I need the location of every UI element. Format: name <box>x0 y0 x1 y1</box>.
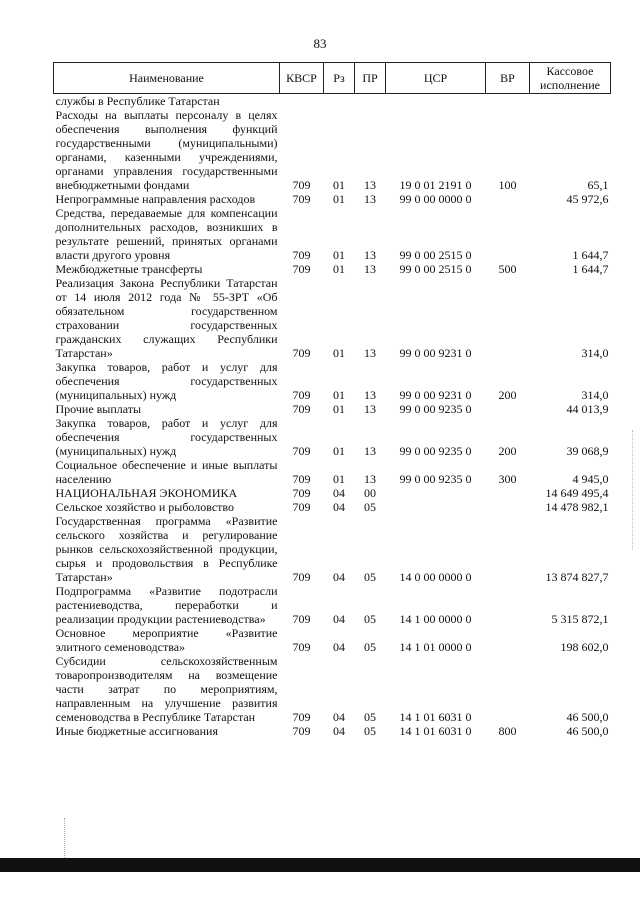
cell-pr: 13 <box>364 444 376 458</box>
cell-vr: 200 <box>498 444 517 458</box>
cell-rz <box>324 94 355 109</box>
cell-pr: 05 <box>364 710 376 724</box>
cell-csr: 99 0 00 9235 0 <box>399 402 472 416</box>
cell-kvsr: 709 <box>292 178 311 192</box>
cell-kvsr: 709 <box>292 724 311 738</box>
cell-rz: 01 <box>333 248 345 262</box>
cell-name: Иные бюджетные ассигнования <box>55 724 218 738</box>
cell-kvsr: 709 <box>292 346 311 360</box>
cell-csr <box>386 94 486 109</box>
cell-name: Закупка товаров, работ и услуг для обеспечения государственных (муниципальных) нужд <box>55 416 278 458</box>
cell-vr: 200 <box>498 388 517 402</box>
table-row <box>54 654 611 724</box>
table-row <box>54 724 611 738</box>
cell-kvsr: 709 <box>292 612 311 626</box>
cell-amount: 13 874 827,7 <box>545 570 609 584</box>
cell-vr <box>486 94 530 109</box>
cell-rz: 04 <box>333 640 345 654</box>
cell-vr <box>486 402 530 416</box>
table-row <box>54 514 611 584</box>
cell-amount: 46 500,0 <box>566 724 609 738</box>
cell-name: службы в Республике Татарстан <box>55 94 220 108</box>
scan-edge-noise <box>632 430 635 550</box>
header-execution: Кассовое исполнение <box>530 63 611 94</box>
cell-csr: 14 1 00 0000 0 <box>399 612 472 626</box>
cell-amount: 65,1 <box>587 178 609 192</box>
cell-amount: 46 500,0 <box>566 710 609 724</box>
cell-kvsr: 709 <box>292 262 311 276</box>
cell-amount: 198 602,0 <box>560 640 609 654</box>
cell-vr: 100 <box>498 178 517 192</box>
cell-kvsr: 709 <box>292 248 311 262</box>
cell-vr <box>486 192 530 206</box>
header-vr: ВР <box>486 63 530 94</box>
cell-pr: 13 <box>364 402 376 416</box>
cell-amount: 1 644,7 <box>572 262 609 276</box>
cell-csr: 14 1 01 6031 0 <box>399 710 472 724</box>
cell-pr: 05 <box>364 570 376 584</box>
cell-name: Прочие выплаты <box>55 402 142 416</box>
cell-name: Реализация Закона Республики Татарстан от 14 июля 2012 года № 55-ЗРТ «Об обязательном государственном страховании государственных гражданских служащих Республики Татарстан» <box>55 276 278 360</box>
table-body <box>54 94 611 739</box>
cell-amount: 14 478 982,1 <box>545 500 609 514</box>
table-row <box>54 486 611 500</box>
cell-kvsr: 709 <box>292 710 311 724</box>
cell-vr: 800 <box>498 724 517 738</box>
cell-name: Социальное обеспечение и иные выплаты населению <box>55 458 278 486</box>
header-pr: ПР <box>355 63 386 94</box>
header-name: Наименование <box>54 63 280 94</box>
table-row <box>54 108 611 192</box>
cell-rz: 01 <box>333 472 345 486</box>
cell-kvsr <box>280 94 324 109</box>
cell-amount: 314,0 <box>581 388 609 402</box>
cell-rz: 04 <box>333 570 345 584</box>
cell-pr: 13 <box>364 472 376 486</box>
cell-amount <box>530 94 611 109</box>
cell-kvsr: 709 <box>292 192 311 206</box>
cell-rz: 01 <box>333 444 345 458</box>
cell-csr <box>386 500 486 514</box>
cell-pr: 05 <box>364 500 376 514</box>
table-row <box>54 584 611 626</box>
cell-csr: 19 0 01 2191 0 <box>399 178 472 192</box>
cell-csr: 14 1 01 6031 0 <box>399 724 472 738</box>
cell-vr <box>486 654 530 724</box>
cell-name: Закупка товаров, работ и услуг для обеспечения государственных (муниципальных) нужд <box>55 360 278 402</box>
cell-csr: 99 0 00 9235 0 <box>399 444 472 458</box>
cell-pr: 05 <box>364 640 376 654</box>
cell-rz: 01 <box>333 178 345 192</box>
cell-pr: 13 <box>364 388 376 402</box>
cell-csr: 99 0 00 9235 0 <box>399 472 472 486</box>
cell-name: Средства, передаваемые для компенсации дополнительных расходов, возникших в результате решений, принятых органами власти другого уровня <box>55 206 278 262</box>
table-row <box>54 402 611 416</box>
cell-amount: 4 945,0 <box>572 472 609 486</box>
cell-name: Межбюджетные трансферты <box>55 262 203 276</box>
cell-vr <box>486 206 530 262</box>
cell-rz: 04 <box>333 724 345 738</box>
cell-kvsr: 709 <box>292 500 311 514</box>
cell-pr: 13 <box>364 262 376 276</box>
cell-rz: 01 <box>333 402 345 416</box>
table-row <box>54 416 611 458</box>
cell-rz: 04 <box>333 500 345 514</box>
header-kvsr: КВСР <box>280 63 324 94</box>
cell-amount: 314,0 <box>581 346 609 360</box>
cell-vr <box>486 584 530 626</box>
cell-pr: 13 <box>364 346 376 360</box>
cell-amount: 14 649 495,4 <box>545 486 609 500</box>
cell-name: Субсидии сельскохозяйственным товаропроизводителям на возмещение части затрат по мероприятиям, направленным на улучшение развития семеноводства в Республике Татарстан <box>55 654 278 724</box>
cell-amount: 1 644,7 <box>572 248 609 262</box>
cell-rz: 01 <box>333 262 345 276</box>
cell-csr: 99 0 00 9231 0 <box>399 346 472 360</box>
cell-pr: 00 <box>364 486 376 500</box>
cell-kvsr: 709 <box>292 388 311 402</box>
table-row <box>54 500 611 514</box>
cell-csr: 14 1 01 0000 0 <box>399 640 472 654</box>
cell-kvsr: 709 <box>292 472 311 486</box>
cell-amount: 39 068,9 <box>566 444 609 458</box>
cell-vr <box>486 514 530 584</box>
table-row <box>54 276 611 360</box>
cell-csr: 99 0 00 9231 0 <box>399 388 472 402</box>
cell-vr: 300 <box>498 472 517 486</box>
cell-vr <box>486 276 530 360</box>
cell-csr: 14 0 00 0000 0 <box>399 570 472 584</box>
cell-amount: 5 315 872,1 <box>551 612 609 626</box>
cell-csr <box>386 486 486 500</box>
cell-pr: 05 <box>364 612 376 626</box>
cell-name: НАЦИОНАЛЬНАЯ ЭКОНОМИКА <box>55 486 238 500</box>
cell-amount: 44 013,9 <box>566 402 609 416</box>
budget-table <box>53 62 611 738</box>
cell-pr: 13 <box>364 178 376 192</box>
cell-kvsr: 709 <box>292 570 311 584</box>
cell-name: Сельское хозяйство и рыболовство <box>55 500 235 514</box>
cell-pr: 13 <box>364 248 376 262</box>
cell-csr: 99 0 00 2515 0 <box>399 248 472 262</box>
cell-vr <box>486 500 530 514</box>
cell-name: Государственная программа «Развитие сельского хозяйства и регулирование рынков сельскохозяйственной продукции, сырья и продовольствия в Республике Татарстан» <box>55 514 278 584</box>
cell-pr <box>355 94 386 109</box>
cell-rz: 04 <box>333 710 345 724</box>
cell-rz: 01 <box>333 388 345 402</box>
scan-bottom-bar <box>0 858 640 872</box>
cell-kvsr: 709 <box>292 640 311 654</box>
cell-pr: 05 <box>364 724 376 738</box>
cell-kvsr: 709 <box>292 486 311 500</box>
cell-vr: 500 <box>498 262 517 276</box>
cell-rz: 01 <box>333 346 345 360</box>
header-csr: ЦСР <box>386 63 486 94</box>
cell-vr <box>486 486 530 500</box>
cell-name: Подпрограмма «Развитие подотрасли растениеводства, переработки и реализации продукции растениеводства» <box>55 584 278 626</box>
page-number: 83 <box>313 36 327 51</box>
scan-specks <box>64 818 67 860</box>
cell-rz: 04 <box>333 612 345 626</box>
header-rz: Рз <box>324 63 355 94</box>
cell-name: Расходы на выплаты персоналу в целях обеспечения выполнения функций государственными (муниципальными) органами, казенными учреждениями, органами управления государственными внебюджетными фондами <box>55 108 278 192</box>
cell-kvsr: 709 <box>292 444 311 458</box>
cell-vr <box>486 626 530 654</box>
table-header-row <box>54 63 611 94</box>
cell-csr: 99 0 00 0000 0 <box>399 192 472 206</box>
table-row <box>54 360 611 402</box>
table-row <box>54 262 611 276</box>
cell-name: Непрограммные направления расходов <box>55 192 256 206</box>
cell-kvsr: 709 <box>292 402 311 416</box>
cell-pr: 13 <box>364 192 376 206</box>
cell-rz: 04 <box>333 486 345 500</box>
table-row <box>54 458 611 486</box>
cell-rz: 01 <box>333 192 345 206</box>
table-row <box>54 626 611 654</box>
cell-csr: 99 0 00 2515 0 <box>399 262 472 276</box>
cell-amount: 45 972,6 <box>566 192 609 206</box>
table-row <box>54 206 611 262</box>
cell-name: Основное мероприятие «Развитие элитного семеноводства» <box>55 626 278 654</box>
table-row <box>54 192 611 206</box>
table-row <box>54 94 611 109</box>
